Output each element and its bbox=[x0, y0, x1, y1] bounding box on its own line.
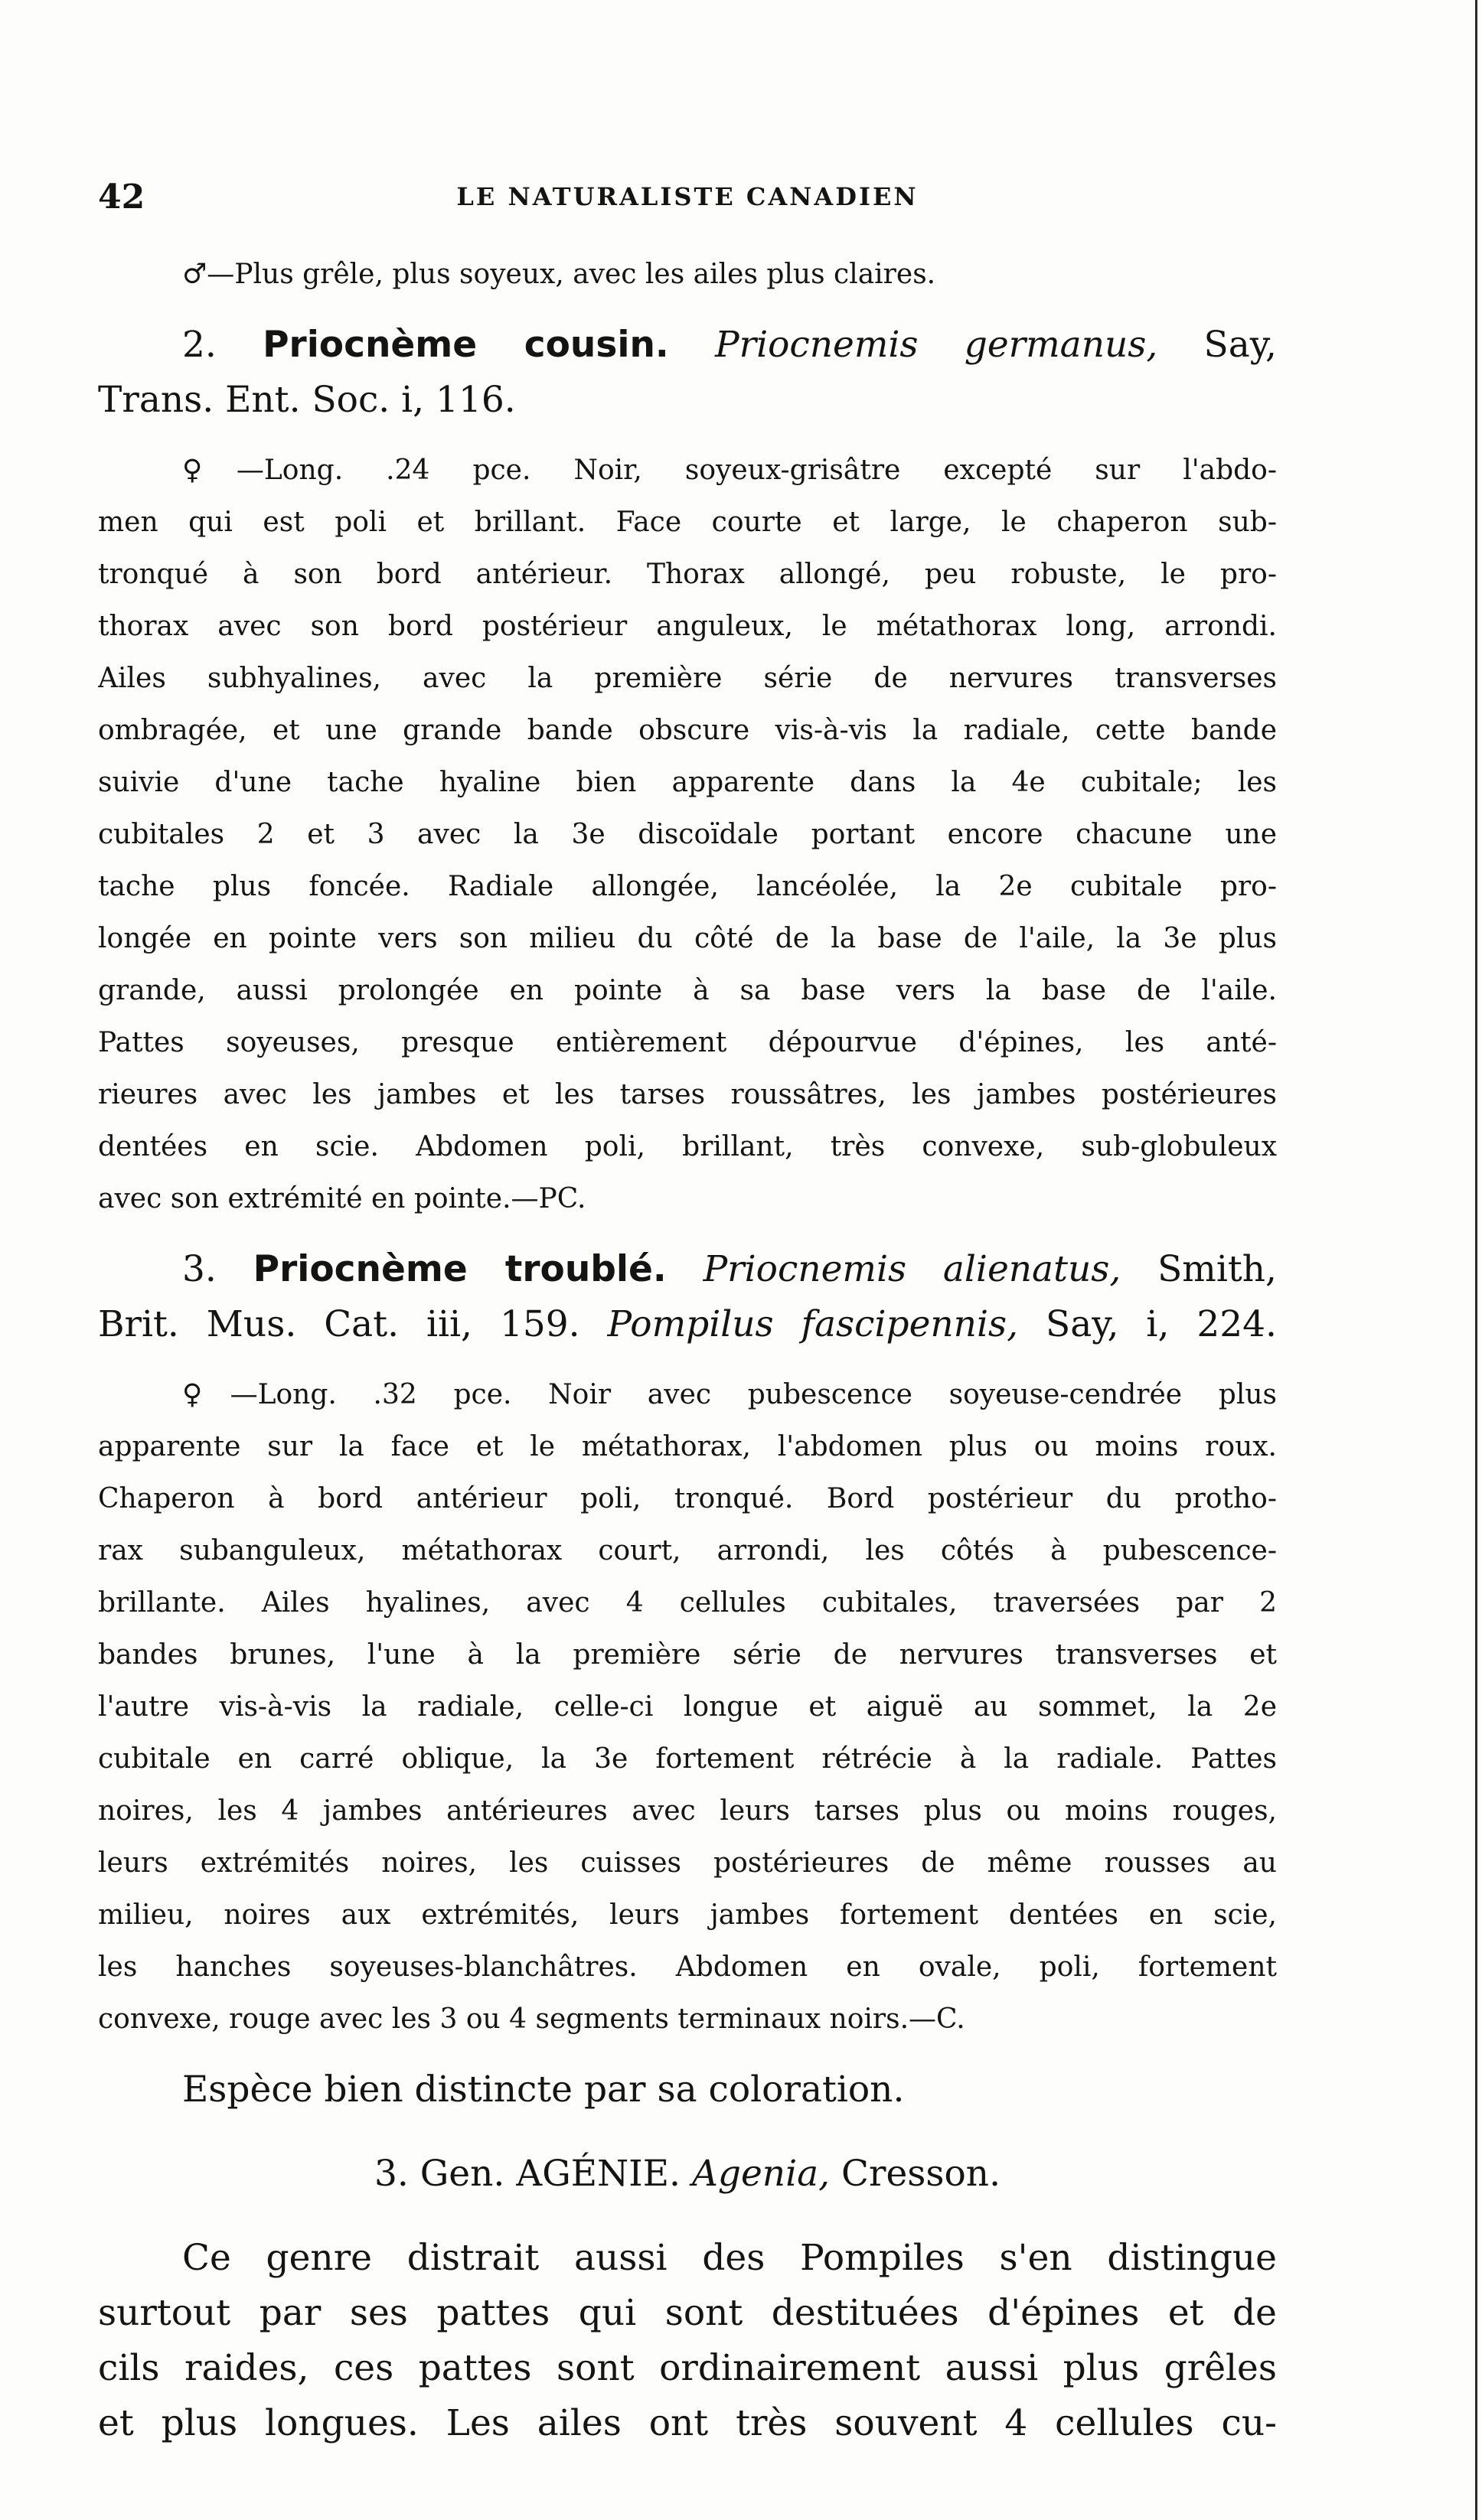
text-line: suivie d'une tache hyaline bien apparente dans la 4e cubitale; les bbox=[98, 767, 1277, 798]
text-line: ♀—Long. .24 pce. Noir, soyeux-grisâtre excepté sur l'abdo- bbox=[182, 455, 1277, 486]
species-description bbox=[98, 445, 1277, 1225]
text-line: et plus longues. Les ailes ont très souvent 4 cellules cu- bbox=[98, 2402, 1277, 2444]
text-line: ♀—Long. .32 pce. Noir avec pubescence soyeuse-cendrée plus bbox=[182, 1379, 1277, 1410]
text-line: men qui est poli et brillant. Face courte et large, le chaperon sub- bbox=[98, 507, 1277, 538]
page-number: 42 bbox=[98, 178, 145, 217]
genus-heading bbox=[98, 2147, 1277, 2202]
remark: Espèce bien distincte par sa coloration. bbox=[182, 2068, 905, 2111]
text-line: tronqué à son bord antérieur. Thorax allongé, peu robuste, le pro- bbox=[98, 559, 1277, 590]
species-description bbox=[98, 1369, 1277, 2046]
genus-paragraph bbox=[98, 2231, 1277, 2451]
text-line: Ce genre distrait aussi des Pompiles s'en distingue bbox=[182, 2237, 1277, 2279]
text-line: ombragée, et une grande bande obscure vis-à-vis la radiale, cette bande bbox=[98, 715, 1277, 746]
text-line: Pattes soyeuses, presque entièrement dépourvue d'épines, les anté- bbox=[98, 1027, 1277, 1058]
text-line: les hanches soyeuses-blanchâtres. Abdomen en ovale, poli, fortement bbox=[98, 1951, 1277, 1983]
species-author: Smith, bbox=[1157, 1248, 1277, 1290]
text-line: grande, aussi prolongée en pointe à sa base vers la base de l'aile. bbox=[98, 975, 1277, 1006]
species-number: 3. bbox=[182, 1248, 217, 1290]
page-header bbox=[98, 178, 1277, 223]
genus-number: 3. Gen. bbox=[374, 2153, 505, 2195]
running-title: LE NATURALISTE CANADIEN bbox=[456, 182, 919, 211]
species-latin-name: Priocnemis germanus, bbox=[715, 324, 1158, 366]
text-line: bandes brunes, l'une à la première série de nervures transverses et bbox=[98, 1639, 1277, 1671]
genus-latin-name: Agenia, bbox=[691, 2153, 831, 2195]
species-latin-name: Priocnemis alienatus, bbox=[703, 1248, 1121, 1290]
text-line: tache plus foncée. Radiale allongée, lancéolée, la 2e cubitale pro- bbox=[98, 871, 1277, 902]
text-line: convexe, rouge avec les 3 ou 4 segments terminaux noirs.—C. bbox=[98, 2003, 965, 2035]
species-number: 2. bbox=[182, 324, 217, 366]
text-line: surtout par ses pattes qui sont destituées d'épines et de bbox=[98, 2292, 1277, 2334]
text-line: l'autre vis-à-vis la radiale, celle-ci longue et aiguë au sommet, la 2e bbox=[98, 1691, 1277, 1723]
page-text bbox=[98, 249, 1277, 2451]
text-line: noires, les 4 jambes antérieures avec leurs tarses plus ou moins rouges, bbox=[98, 1795, 1277, 1827]
text-line: Ailes subhyalines, avec la première série de nervures transverses bbox=[98, 663, 1277, 694]
text-line: avec son extrémité en pointe.—PC. bbox=[98, 1183, 586, 1214]
species-reference bbox=[98, 1297, 1277, 1352]
text-line: Chaperon à bord antérieur poli, tronqué. Bord postérieur du protho- bbox=[98, 1483, 1277, 1514]
text-line: milieu, noires aux extrémités, leurs jambes fortement dentées en scie, bbox=[98, 1899, 1277, 1931]
text-line: rieures avec les jambes et les tarses roussâtres, les jambes postérieures bbox=[98, 1079, 1277, 1110]
text-line: longée en pointe vers son milieu du côté de la base de l'aile, la 3e plus bbox=[98, 923, 1277, 954]
text-line: brillante. Ailes hyalines, avec 4 cellules cubitales, traversées par 2 bbox=[98, 1587, 1277, 1619]
species-common-name: Priocnème troublé. bbox=[253, 1248, 667, 1290]
text-line: cils raides, ces pattes sont ordinairement aussi plus grêles bbox=[98, 2347, 1277, 2389]
species-reference: Trans. Ent. Soc. i, 116. bbox=[98, 379, 516, 421]
synonym-latin-name: Pompilus fascipennis, bbox=[607, 1303, 1019, 1345]
text-line: apparente sur la face et le métathorax, l'abdomen plus ou moins roux. bbox=[98, 1431, 1277, 1462]
species-heading bbox=[98, 318, 1277, 373]
species-heading bbox=[98, 1242, 1277, 1297]
genus-author: Cresson. bbox=[841, 2153, 1001, 2195]
page-edge-line bbox=[1475, 0, 1477, 2520]
species-author: Say, bbox=[1203, 324, 1277, 366]
text-line: cubitales 2 et 3 avec la 3e discoïdale portant encore chacune une bbox=[98, 819, 1277, 850]
text-line: dentées en scie. Abdomen poli, brillant, très convexe, sub-globuleux bbox=[98, 1131, 1277, 1162]
reference-start: Brit. Mus. Cat. iii, 159. bbox=[98, 1303, 580, 1345]
genus-name: AGÉNIE. bbox=[516, 2153, 681, 2195]
reference-end: Say, i, 224. bbox=[1046, 1303, 1277, 1345]
species-common-name: Priocnème cousin. bbox=[263, 324, 669, 366]
text-line: rax subanguleux, métathorax court, arrondi, les côtés à pubescence- bbox=[98, 1535, 1277, 1566]
male-note: ♂—Plus grêle, plus soyeux, avec les ailes plus claires. bbox=[182, 259, 936, 290]
text-line: leurs extrémités noires, les cuisses postérieures de même rousses au bbox=[98, 1847, 1277, 1879]
text-line: thorax avec son bord postérieur anguleux, le métathorax long, arrondi. bbox=[98, 611, 1277, 642]
text-line: cubitale en carré oblique, la 3e fortement rétrécie à la radiale. Pattes bbox=[98, 1743, 1277, 1775]
